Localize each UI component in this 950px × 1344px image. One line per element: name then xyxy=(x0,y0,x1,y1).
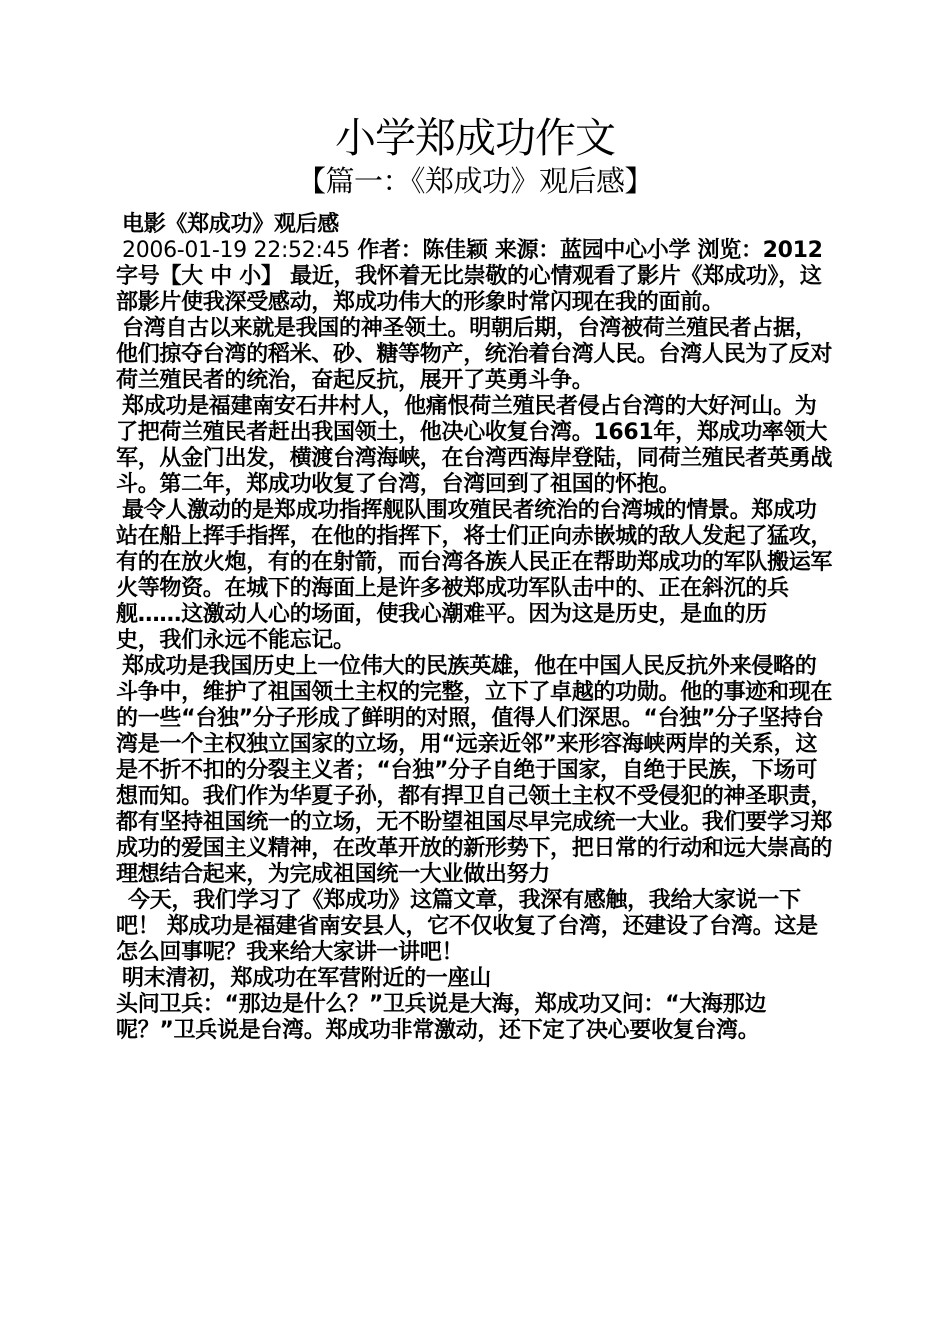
article-meta-paragraph xyxy=(116,238,836,316)
article-heading: 电影《郑成功》观后感 xyxy=(122,212,340,237)
document-title: 小学郑成功作文 xyxy=(335,114,615,162)
paragraph-battle-scene: 最令人激动的是郑成功指挥舰队围攻殖民者统治的台湾城的情景。郑成功站在船上挥手指挥，在他的指挥下，将士们正向赤嵌城的敌人发起了猛攻，有的在放火炮，有的在射箭，而台湾各族人民正在帮助郑成功的军队搬运军火等物资。在城下的海面上是许多被郑成功军队击中的、正在斜沉的兵舰……这激动人心的场面，使我心潮难平。因为这是历史，是血的历 xyxy=(116,498,833,627)
paragraph-zheng-background: 郑成功是福建南安石井村人，他痛恨荷兰殖民者侵占台湾的大好河山。为了把荷兰殖民者赶出我国领土，他决心收复台湾。1661年，郑成功率领大军，从金门出发，横渡台湾海峡，在台湾西海岸登陆，同荷兰殖民者英勇战斗。第二年，郑成功收复了台湾，台湾回到了祖国的怀抱。 xyxy=(116,394,833,497)
article-date: 2006-01-19 22:52:45 xyxy=(122,238,350,263)
paragraph-history-line: 史，我们永远不能忘记。 xyxy=(116,628,355,653)
paragraph-guard-dialogue: 头问卫兵：“那边是什么？”卫兵说是大海，郑成功又问：“大海那边呢？”卫兵说是台湾。郑成功非常激动，还下定了决心要收复台湾。 xyxy=(116,992,767,1043)
paragraph-taiwan-history: 台湾自古以来就是我国的神圣领土。明朝后期，台湾被荷兰殖民者占据，他们掠夺台湾的稻米、砂、糖等物产，统治着台湾人民。台湾人民为了反对荷兰殖民者的统治，奋起反抗，展开了英勇斗争。 xyxy=(116,316,833,393)
article-body xyxy=(116,212,836,1044)
article-meta-text: 作者：陈佳颖 来源：蓝园中心小学 浏览：2012 字号【大 中 小】 最近，我怀着无比崇敬的心情观看了影片《郑成功》，这部影片使我深受感动，郑成功伟大的形象时常闪现在我的面前。 xyxy=(116,238,823,315)
document-subtitle: 【篇一：《郑成功》观后感】 xyxy=(296,164,653,198)
paragraph-today: 今天，我们学习了《郑成功》这篇文章，我深有感触，我给大家说一下吧！ 郑成功是福建省南安县人，它不仅收复了台湾，还建设了台湾。这是怎么回事呢？我来给大家讲一讲吧！ xyxy=(116,888,818,965)
paragraph-ming-qing: 明末清初，郑成功在军营附近的一座山 xyxy=(122,966,491,991)
paragraph-national-hero: 郑成功是我国历史上一位伟大的民族英雄，他在中国人民反抗外来侵略的斗争中，维护了祖国领土主权的完整，立下了卓越的功勋。他的事迹和现在的一些“台独”分子形成了鲜明的对照，值得人们深思。“台独”分子坚持台湾是一个主权独立国家的立场，用“远亲近邻”来形容海峡两岸的关系，这是不折不扣的分裂主义者；“台独”分子自绝于国家，自绝于民族，下场可想而知。我们作为华夏子孙，都有捍卫自己领土主权不受侵犯的神圣职责，都有坚持祖国统一的立场，无不盼望祖国尽早完成统一大业。我们要学习郑成功的爱国主义精神，在改革开放的新形势下，把日常的行动和远大崇高的理想结合起来，为完成祖国统一大业做出努力 xyxy=(116,654,833,887)
